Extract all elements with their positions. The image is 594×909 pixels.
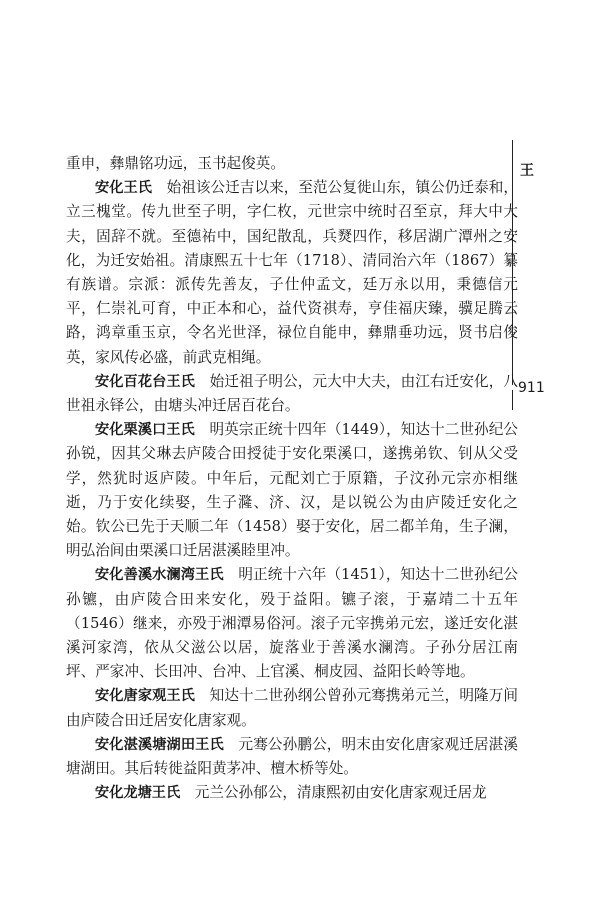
entry-heading: 安化百花台王氏 <box>95 373 195 390</box>
entry-lixikou-wang <box>66 418 518 563</box>
entry-tangjiaguan-wang <box>66 684 518 732</box>
entry-heading: 安化龙塘王氏 <box>95 785 181 802</box>
entry-zhanxi-wang <box>66 733 518 781</box>
paragraph-body: 始迁祖子明公，元大中大夫，由江右迁安化，八世祖永铎公，由塘头冲迁居百花台。 <box>66 372 518 415</box>
paragraph-body: 始祖该公迁吉以来，至范公复徙山东，镇公仍迁泰和，立三槐堂。传九世至子明，字仁枚，元世宗中统时召至京，拜大中大夫，固辞不就。至德祐中，国纪散乱，兵燹四作，移居湖广潭州之安化，为迁安始祖。清康熙五十七年（1718）、清同治六年（1867）纂有族谱。宗派：派传先善友，子仕仲孟文，廷万永以用，秉德信元平，仁崇礼可育，中正本和心，益代资祺寿，亨佳福庆臻，骥足腾云路，鸿章重玉京，令名光世泽，禄位自能申，彝鼎垂功远，贤书启俊英，家风传必盛，前武克相绳。 <box>66 179 518 366</box>
paragraph-body: 知达十二世孙纲公曾孙元骞携弟元兰，明隆万间由庐陵合田迁居安化唐家观。 <box>66 687 518 729</box>
entry-longtang-wang <box>66 781 518 805</box>
entry-heading: 安化王氏 <box>95 180 152 197</box>
entry-shanxi-wang <box>66 563 518 684</box>
entry-heading: 安化善溪水澜湾王氏 <box>95 567 224 584</box>
entry-anhua-wang <box>66 176 518 370</box>
entry-heading: 安化湛溪塘湖田王氏 <box>95 736 224 753</box>
paragraph-continuation <box>66 152 518 176</box>
paragraph-body: 明正统十六年（1451），知达十二世孙纪公孙镳，由庐陵合田来安化，殁于益阳。镳子滚，于嘉靖二十五年（1546）继来，亦殁于湘潭易俗河。滚子元宰携弟元宏，遂迁安化湛溪河家湾，依从父滋公以居，旋落业于善溪水澜湾。子孙分居江南坪、严家冲、长田冲、台冲、上官溪、桐皮园、益阳长岭等地。 <box>66 566 518 681</box>
entry-baihuatai-wang <box>66 370 518 418</box>
entry-heading: 安化唐家观王氏 <box>95 688 195 705</box>
paragraph-body: 明英宗正统十四年（1449），知达十二世孙纪公孙锐，因其父琳去庐陵合田授徒于安化栗溪口，遂携弟钦、钊从父受学，然犹时返庐陵。中年后，元配刘亡于原籍，子汶孙元宗亦相继逝，乃于安化续娶，生子漋、济、汉，是以锐公为由庐陵迁安化之始。钦公已先于天顺二年（1458）娶于安化，居二都羊角，生子澜，明弘治间由栗溪口迁居湛溪睦里冲。 <box>66 421 518 560</box>
entry-heading: 安化栗溪口王氏 <box>95 422 195 439</box>
paragraph-body: 重申，彝鼎铭功远，玉书起俊英。 <box>66 155 285 172</box>
page-number: 911 <box>518 380 545 396</box>
paragraph-body: 元骞公孙鹏公，明末由安化唐家观迁居湛溪塘湖田。其后转徙益阳黄茅冲、檀木桥等处。 <box>66 735 518 778</box>
paragraph-body: 元兰公孙郁公，清康熙初由安化唐家观迁居龙 <box>194 784 487 802</box>
running-head-surname: 王 <box>520 163 534 179</box>
body-text <box>66 152 518 805</box>
